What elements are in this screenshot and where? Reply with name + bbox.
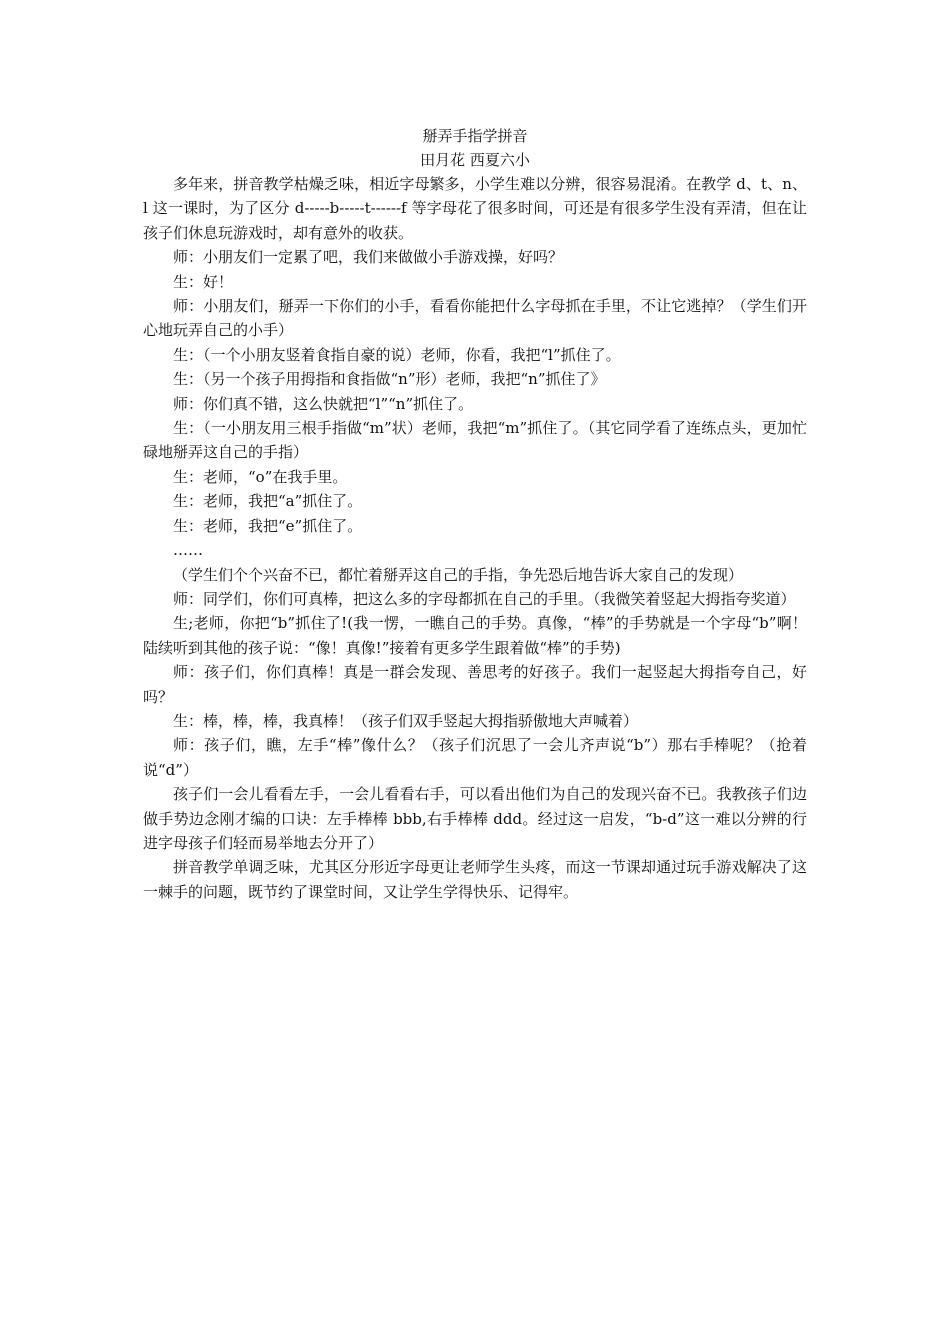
paragraph: 生：老师，“o”在我手里。 — [173, 467, 348, 486]
paragraph: 生：棒，棒，棒，我真棒！（孩子们双手竖起大拇指骄傲地大声喊着） — [173, 711, 639, 730]
paragraph: 生：（另一个孩子用拇指和食指做“n”形）老师，我把“n”抓住了》 — [173, 370, 606, 389]
paragraph: 生：（一个小朋友竖着食指自豪的说）老师，你看，我把“l”抓住了。 — [173, 345, 621, 364]
paragraph: …… — [173, 541, 203, 560]
paragraph: 生：老师，我把“a”抓住了。 — [173, 492, 363, 511]
paragraph: 孩子们一会儿看看左手，一会儿看看右手，可以看出他们为自己的发现兴奋不已。我教孩子们边做手势边念刚才编的口诀：左手棒棒 bbb,右手棒棒 ddd。经过这一启发，“b-d”这一难以分辨的行进字母孩子们轻而易举地去分开了） — [143, 785, 807, 852]
paragraph: 师：小朋友们，掰弄一下你们的小手，看看你能把什么字母抓在手里，不让它逃掉？（学生们开心地玩弄自己的小手） — [143, 297, 807, 340]
paragraph: 师：孩子们，你们真棒！真是一群会发现、善思考的好孩子。我们一起竖起大拇指夸自己，好吗？ — [143, 663, 807, 706]
paragraph: 生：老师，我把“e”抓住了。 — [173, 516, 363, 535]
paragraph: 师：小朋友们一定累了吧，我们来做做小手游戏操，好吗？ — [173, 248, 564, 267]
paragraph: 师：同学们，你们可真棒，把这么多的字母都抓在自己的手里。（我微笑着竖起大拇指夸奖道） — [173, 589, 796, 608]
paragraph: 多年来，拼音教学枯燥乏味，相近字母繁多，小学生难以分辨，很容易混淆。在教学 d、t、n、l 这一课时，为了区分 d-----b-----t------f 等字母花了很多时间，可还是有很多学生没有弄清，但在让孩子们休息玩游戏时，却有意外的收获。 — [143, 175, 807, 242]
paragraph: 生：（一小朋友用三根手指做“m”状）老师，我把“m”抓住了。（其它同学看了连练点头，更加忙碌地掰弄这自己的手指） — [143, 419, 807, 462]
document-author: 田月花 西夏六小 — [420, 151, 530, 169]
paragraph: 师：你们真不错，这么快就把“l”“n”抓住了。 — [173, 394, 474, 413]
paragraph: 拼音教学单调乏味，尤其区分形近字母更让老师学生头疼，而这一节课却通过玩手游戏解决了这一棘手的问题，既节约了课堂时间，又让学生学得快乐、记得牢。 — [143, 858, 807, 901]
paragraph: 生;老师，你把“b”抓住了!(我一愣，一瞧自己的手势。真像，“棒”的手势就是一个字母“b”啊！陆续听到其他的孩子说：“像！真像!”接着有更多学生跟着做“棒”的手势) — [143, 614, 807, 657]
paragraph: 师：孩子们，瞧，左手“棒”像什么？（孩子们沉思了一会儿齐声说“b”）那右手棒呢？（抢着说“d”） — [143, 736, 807, 779]
document-title: 掰弄手指学拼音 — [422, 127, 528, 145]
document-body — [143, 124, 807, 904]
paragraph: 生：好！ — [173, 272, 234, 291]
paragraph: （学生们个个兴奋不已，都忙着掰弄这自己的手指，争先恐后地告诉大家自己的发现） — [173, 565, 744, 584]
